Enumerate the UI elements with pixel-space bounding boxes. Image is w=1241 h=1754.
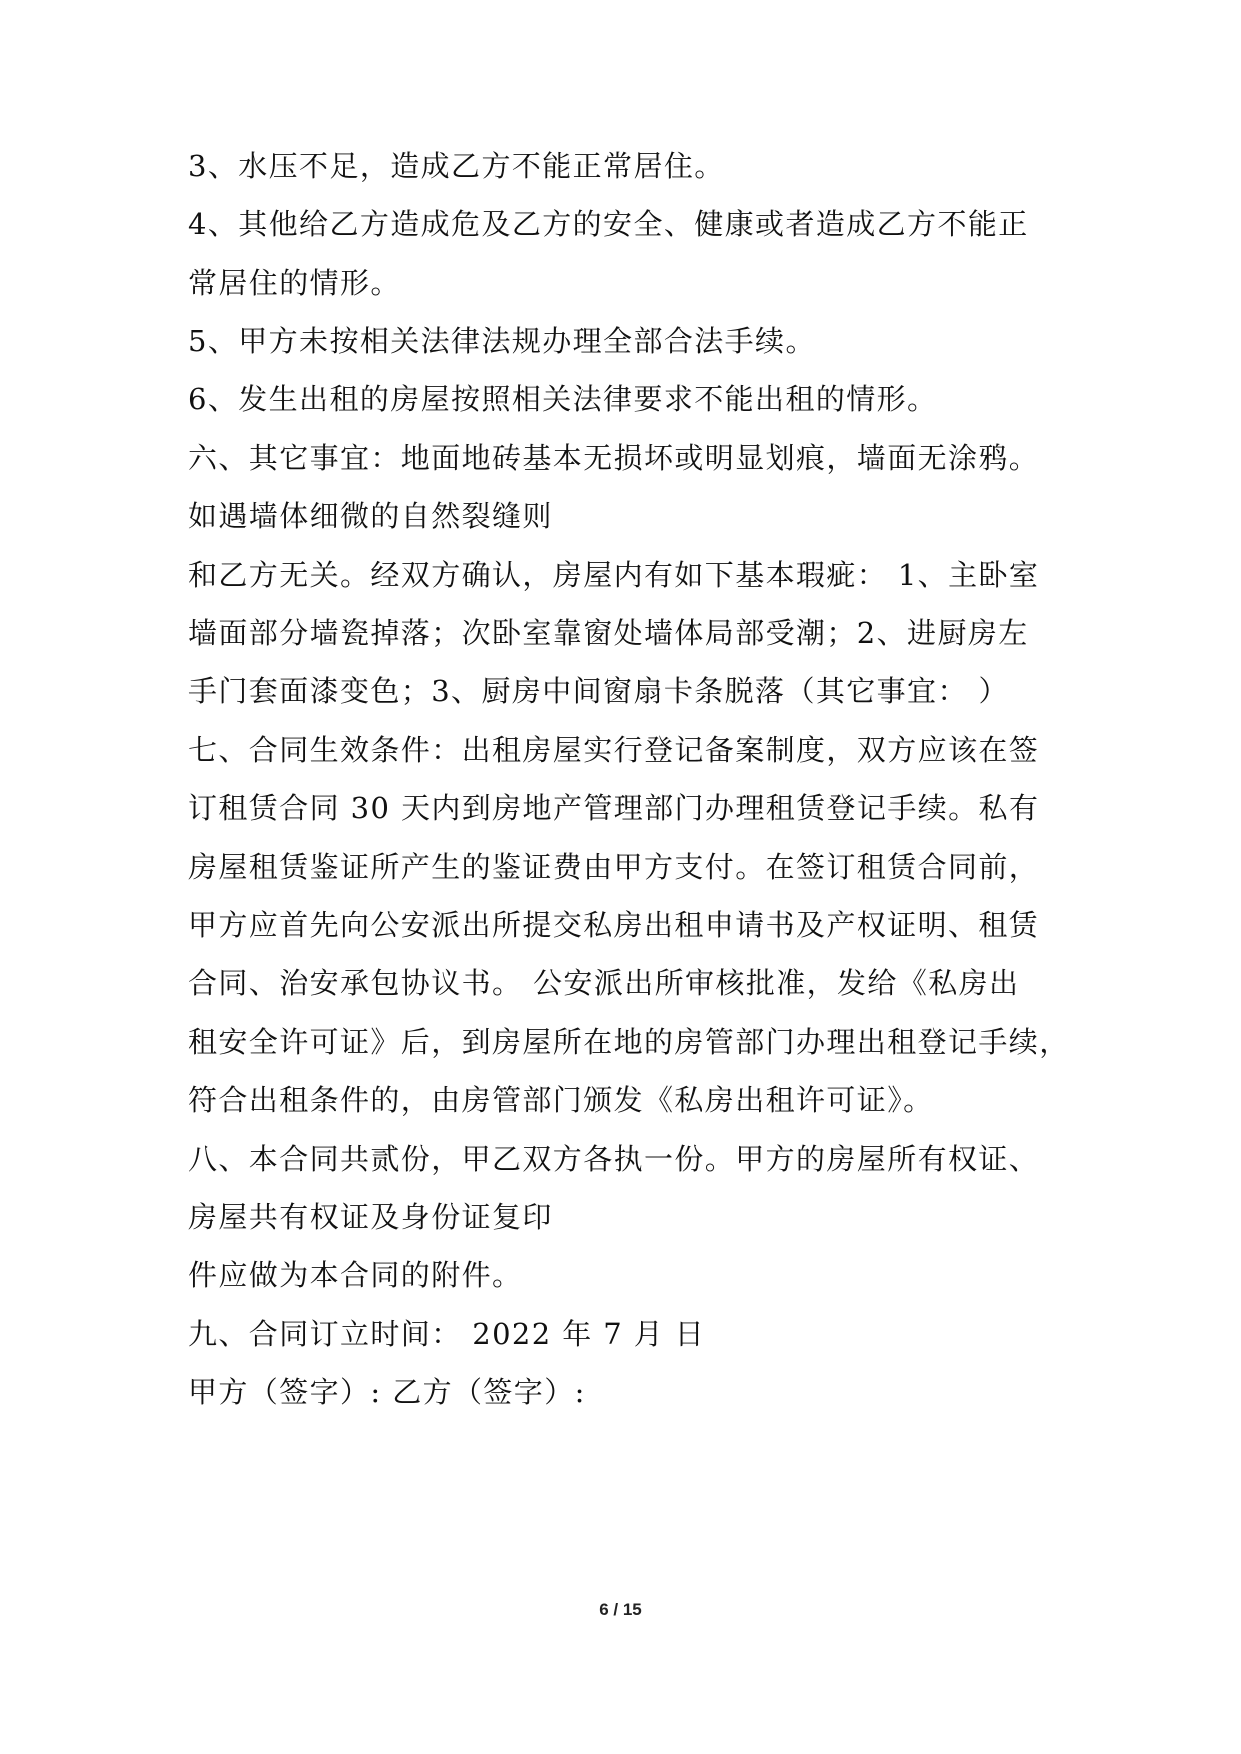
text-line: 七、合同生效条件：出租房屋实行登记备案制度，双方应该在签 [188,733,1040,767]
text-line: 件应做为本合同的附件。 [188,1258,523,1292]
text-line: 墙面部分墙瓷掉落；次卧室靠窗处墙体局部受潮；2、进厨房左 [188,616,1029,650]
text-line: 手门套面漆变色；3、厨房中间窗扇卡条脱落（其它事宜： ） [188,674,1009,708]
text-line: 房屋共有权证及身份证复印 [188,1200,553,1234]
text-line: 租安全许可证》后，到房屋所在地的房管部门办理出租登记手续， [188,1025,1070,1059]
text-line: 4、其他给乙方造成危及乙方的安全、健康或者造成乙方不能正 [188,207,1029,241]
text-line: 订租赁合同 30 天内到房地产管理部门办理租赁登记手续。私有 [188,791,1040,825]
text-line: 房屋租赁鉴证所产生的鉴证费由甲方支付。在签订租赁合同前， [188,850,1040,884]
text-line: 甲方应首先向公安派出所提交私房出租申请书及产权证明、租赁 [188,908,1040,942]
text-line: 如遇墙体细微的自然裂缝则 [188,499,553,533]
text-line: 甲方（签字）: 乙方（签字）: [188,1375,586,1409]
text-line: 八、本合同共贰份，甲乙双方各执一份。甲方的房屋所有权证、 [188,1142,1040,1176]
text-line: 常居住的情形。 [188,266,401,300]
text-line: 六、其它事宜：地面地砖基本无损坏或明显划痕，墙面无涂鸦。 [188,441,1040,475]
page-number: 6 / 15 [599,1600,642,1619]
text-line: 九、合同订立时间： 2022 年 7 月 日 [188,1317,706,1351]
text-line: 3、水压不足，造成乙方不能正常居住。 [188,149,725,183]
text-line: 5、甲方未按相关法律法规办理全部合法手续。 [188,324,816,358]
text-line: 和乙方无关。经双方确认，房屋内有如下基本瑕疵： 1、主卧室 [188,558,1040,592]
text-line: 符合出租条件的，由房管部门颁发《私房出租许可证》。 [188,1083,934,1117]
text-line: 合同、治安承包协议书。 公安派出所审核批准，发给《私房出 [188,966,1020,1000]
text-line: 6、发生出租的房屋按照相关法律要求不能出租的情形。 [188,382,938,416]
